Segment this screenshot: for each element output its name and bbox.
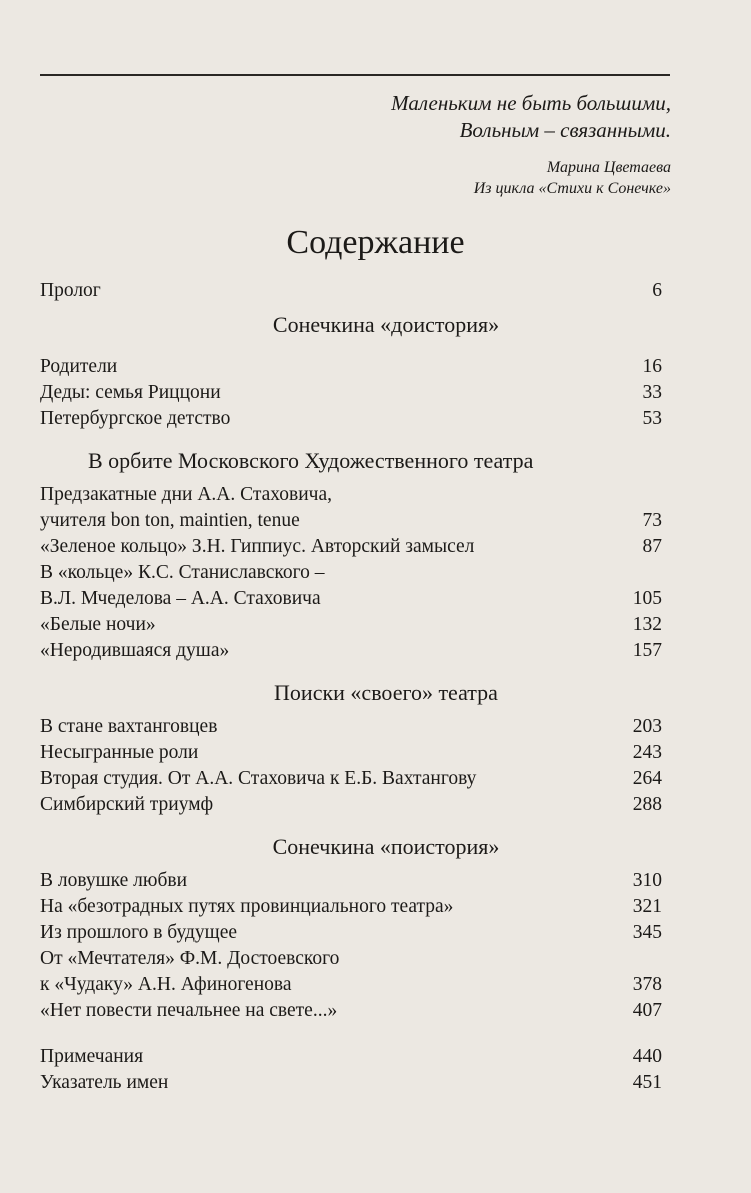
section-title: В орбите Московского Художественного театра <box>88 448 534 473</box>
toc-entry[interactable] <box>40 946 662 972</box>
toc-entry-label: Деды: семья Риццони <box>40 382 221 403</box>
toc-entry-page: 53 <box>642 408 662 429</box>
toc-entry-label: учителя bon ton, maintien, tenue <box>40 510 300 531</box>
toc-entry[interactable] <box>40 508 662 534</box>
toc-entry-page: 16 <box>642 356 662 377</box>
toc-entry-label: Симбирский триумф <box>40 794 214 815</box>
toc-entry[interactable] <box>40 560 662 586</box>
toc-entry[interactable] <box>40 534 662 560</box>
toc-entry-label: В.Л. Мчеделова – А.А. Стаховича <box>40 588 321 609</box>
toc-entry-label: В ловушке любви <box>40 870 188 891</box>
toc-entry[interactable] <box>40 894 662 920</box>
toc-entry-label: к «Чудаку» А.Н. Афиногенова <box>40 974 292 995</box>
toc-entry[interactable] <box>40 638 662 664</box>
epigraph-line-1: Маленьким не быть большими, <box>391 91 671 115</box>
toc-entry-label: Указатель имен <box>40 1072 169 1093</box>
toc-entry-label: «Неродившаяся душа» <box>40 640 230 661</box>
toc-entry-prologue[interactable] <box>40 278 662 304</box>
section-title: Поиски «своего» театра <box>274 680 498 705</box>
toc-entry[interactable] <box>40 380 662 406</box>
toc-entry-label: Петербургское детство <box>40 408 231 429</box>
page-title: Содержание <box>286 224 465 261</box>
toc-entry[interactable] <box>40 998 662 1024</box>
toc-entry-page: 407 <box>632 1000 662 1021</box>
toc-entry-page: 157 <box>632 640 662 661</box>
toc-entry-label: От «Мечтателя» Ф.М. Достоевского <box>40 948 340 969</box>
toc-entry[interactable] <box>40 740 662 766</box>
toc-entry[interactable] <box>40 714 662 740</box>
toc-entry-label: «Нет повести печальнее на свете...» <box>40 1000 338 1021</box>
toc-entry[interactable] <box>40 766 662 792</box>
epigraph-line-2: Вольным – связанными. <box>459 118 671 142</box>
toc-entry-label: В «кольце» К.С. Станиславского – <box>40 562 325 583</box>
toc-entry-page: 73 <box>642 510 662 531</box>
toc-entry-index[interactable] <box>40 1070 662 1096</box>
toc-entry[interactable] <box>40 406 662 432</box>
table-of-contents <box>40 278 662 1096</box>
toc-entry[interactable] <box>40 920 662 946</box>
toc-entry-label: «Зеленое кольцо» З.Н. Гиппиус. Авторский замысел <box>40 536 475 557</box>
toc-entry-label: «Белые ночи» <box>40 614 156 635</box>
toc-entry-label: Из прошлого в будущее <box>40 922 238 943</box>
toc-entry[interactable] <box>40 482 662 508</box>
epigraph-author: Марина Цветаева <box>546 159 671 176</box>
toc-entry-page: 321 <box>632 896 662 917</box>
toc-entry-page: 264 <box>632 768 662 789</box>
toc-entry[interactable] <box>40 612 662 638</box>
toc-entry[interactable] <box>40 586 662 612</box>
toc-entry-page: 6 <box>652 280 662 301</box>
toc-entry-label: Вторая студия. От А.А. Стаховича к Е.Б. Вахтангову <box>40 768 477 789</box>
section-title: Сонечкина «доистория» <box>272 312 500 337</box>
section-title: Сонечкина «поистория» <box>272 834 500 859</box>
toc-entry-label: Предзакатные дни А.А. Стаховича, <box>40 484 333 505</box>
header-rule <box>40 74 670 76</box>
toc-entry-page: 378 <box>632 974 662 995</box>
toc-entry-label: В стане вахтанговцев <box>40 716 218 737</box>
toc-entry-page: 105 <box>632 588 662 609</box>
toc-entry[interactable] <box>40 792 662 818</box>
toc-entry-page: 310 <box>632 870 662 891</box>
toc-entry-page: 440 <box>632 1046 662 1067</box>
toc-entry-page: 87 <box>642 536 662 557</box>
toc-entry[interactable] <box>40 972 662 998</box>
toc-entry-page: 345 <box>632 922 662 943</box>
epigraph-source: Из цикла «Стихи к Сонечке» <box>473 180 671 197</box>
toc-entry-page: 132 <box>632 614 662 635</box>
toc-entry-page: 203 <box>632 716 662 737</box>
toc-entry-page: 243 <box>632 742 662 763</box>
toc-entry-label: Пролог <box>40 280 101 301</box>
epigraph <box>151 90 671 199</box>
toc-entry-label: На «безотрадных путях провинциального театра» <box>40 896 454 917</box>
toc-entry[interactable] <box>40 868 662 894</box>
toc-entry-label: Родители <box>40 356 118 377</box>
toc-entry-page: 33 <box>642 382 662 403</box>
toc-entry-label: Несыгранные роли <box>40 742 199 763</box>
toc-entry[interactable] <box>40 354 662 380</box>
toc-entry-page: 451 <box>632 1072 662 1093</box>
toc-entry-notes[interactable] <box>40 1044 662 1070</box>
toc-entry-label: Примечания <box>40 1046 144 1067</box>
toc-entry-page: 288 <box>632 794 662 815</box>
